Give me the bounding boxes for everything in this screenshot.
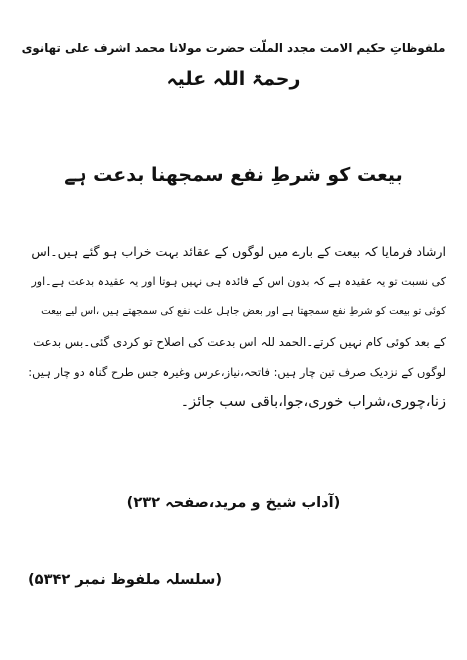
source-reference: (آداب شیخ و مرید،صفحہ ۲۳۲) bbox=[126, 494, 341, 511]
document-title: ملفوظاتِ حکیم الامت مجدد الملّت حضرت مولانا محمد اشرف علی تھانوی bbox=[21, 41, 446, 55]
body-line: زنا،چوری،شراب خوری،جوا،باقی سب جائز۔ bbox=[180, 393, 446, 410]
document-title-honorific: رحمۃ اللہ علیہ bbox=[166, 68, 301, 90]
series-number: (سلسلہ ملفوظ نمبر ۵۳۴۲) bbox=[28, 571, 222, 588]
body-text bbox=[28, 237, 446, 417]
section-heading: بیعت کو شرطِ نفع سمجھنا بدعت ہے bbox=[64, 164, 403, 186]
body-line: کے بعد کوئی کام نہیں کرتے۔الحمد للہ اس بدعت کی اصلاح تو کردی گئی۔بس بدعت bbox=[33, 335, 446, 349]
body-line: لوگوں کے نزدیک صرف تین چار ہیں: فاتحہ،نیاز،عرس وغیرہ جس طرح گناہ دو چار ہیں: bbox=[28, 365, 446, 379]
body-line: کوئی تو بیعت کو شرطِ نفع سمجھتا ہے اور بعض جاہل علت نفع کی سمجھتے ہیں ،اس لیے بیعت bbox=[41, 306, 446, 317]
body-line: کی نسبت تو یہ عقیدہ ہے کہ بدون اس کے فائدہ ہی نہیں ہوتا اور یہ عقیدہ بدعت ہے۔اور bbox=[31, 275, 446, 288]
body-line: ارشاد فرمایا کہ بیعت کے بارے میں لوگوں کے عقائد بہت خراب ہو گئے ہیں۔اس bbox=[31, 244, 446, 259]
